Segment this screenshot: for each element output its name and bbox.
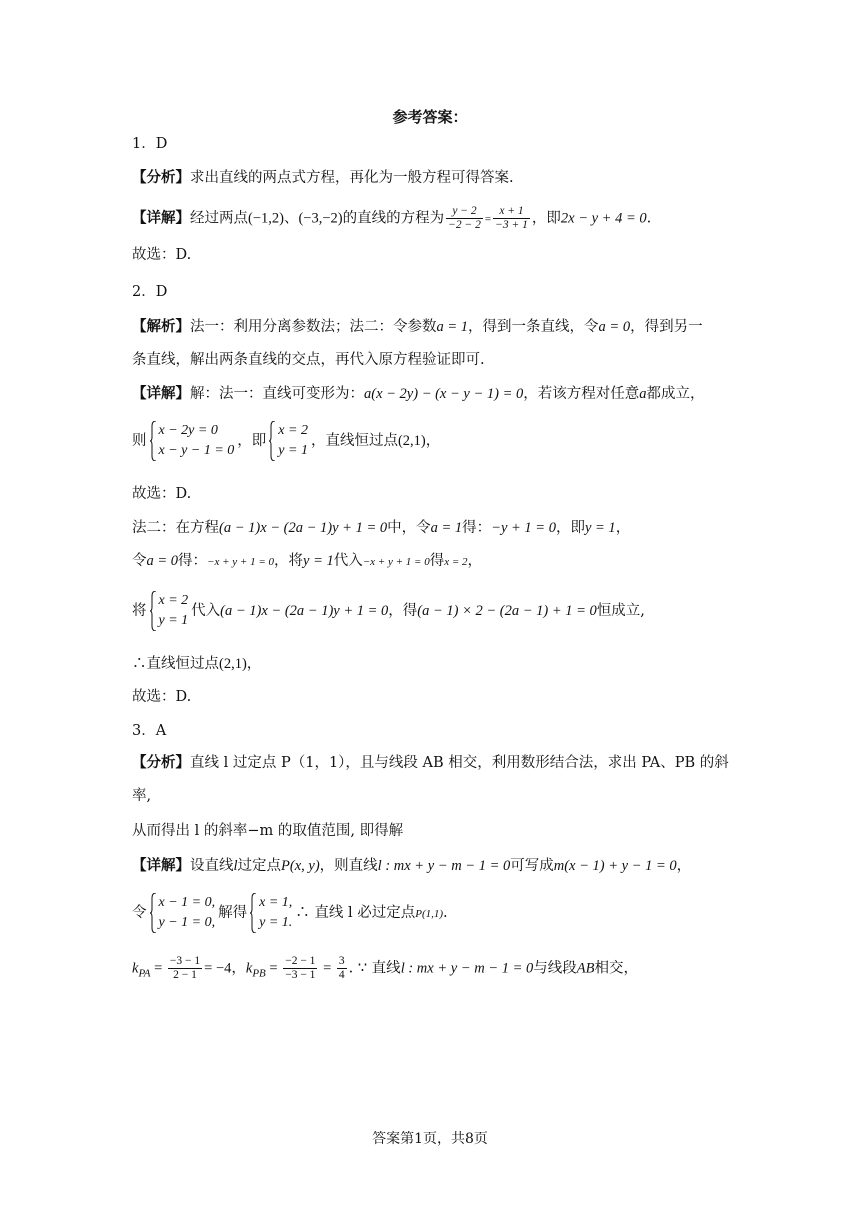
page-title: 参考答案： [392,108,468,126]
brace-icon [150,893,157,933]
equation-system: x = 2 y = 1 [150,591,189,631]
fraction: $\frac{-3 - 1}{2 - 1}$ [169,955,201,981]
q2-number: 2．D [132,284,168,300]
equation: a = 1 [436,319,469,335]
q1-detail: 【详解】经过两点(−1,2)、(−3,−2)的直线的方程为 $\frac{y - 2}{-2 - 2}$ = $\frac{x + 1}{-3 + 1}$ ，即2x − y + 4 = 0. [132,205,652,231]
q3-detail: 【详解】设直线l过定点P(x, y)，则直线l : mx + y − m − 1 = 0可写成m(x − 1) + y − 1 = 0， [132,857,692,874]
q3-analysis-line3: 从而得出 l 的斜率−m 的取值范围, 即得解 [132,823,404,839]
equation-system: x − 1 = 0, y − 1 = 0, [150,893,216,933]
brace-icon [250,893,257,933]
q2-substitute: 将 x = 2 y = 1 代入(a − 1)x − (2a − 1)y + 1 = 0，得(a − 1) × 2 − (2a − 1) + 1 = 0恒成立, [132,591,645,631]
fraction: $\frac{-2 - 1}{-3 - 1}$ [285,955,316,981]
detail-tag: 【详解】 [132,857,190,874]
q2-detail: 【详解】解：法一：直线可变形为：a(x − 2y) − (x − y − 1) = 0，若该方程对任意a都成立， [132,385,705,402]
analysis-tag: 【分析】 [132,169,190,186]
point-1: (−1,2) [248,210,284,227]
equation-system: x = 1, y = 1. [250,893,292,933]
q3-analysis: 【分析】直线 l 过定点 P（1，1），且与线段 AB 相交，利用数形结合法，求出 PA、PB 的斜 [132,754,729,771]
q2-let-a0: 令a = 0得：−x + y + 1 = 0，将y = 1代入−x + y + 1 = 0得x = 2， [132,553,483,569]
fraction: $\frac{x + 1}{-3 + 1}$ [495,205,528,231]
q2-method2: 法二：在方程(a − 1)x − (2a − 1)y + 1 = 0中，令a = 1得：−y + 1 = 0，即y = 1， [132,520,631,536]
page-footer: 答案第1页，共8页 [372,1131,488,1147]
q3-slopes: $k_{PA}$ = $\frac{-3 - 1}{2 - 1}$ = −4，$k_{PB}$ = $\frac{-2 - 1}{-3 - 1}$ = $\frac{3}{4}$ . ∵ 直线l : mx + y − m − 1 = 0与线段AB相交， [132,955,638,981]
brace-icon [269,421,276,461]
detail-text: 经过两点 [190,210,248,227]
q3-number: 3．A [132,723,167,739]
q2-system-line: 则 x − 2y = 0 x − y − 1 = 0 ，即 x = 2 y = 1 ，直线恒过点(2,1)， [132,421,440,461]
q3-system-line: 令 x − 1 = 0, y − 1 = 0, 解得 x = 1, y = 1. ∴ 直线 l 必过定点P(1,1). [132,893,448,933]
point-2: (−3,−2) [298,210,343,227]
separator: 、 [283,210,299,227]
detail-tag: 【详解】 [132,385,190,402]
equation: a = 0 [598,319,631,335]
q1-analysis [132,167,514,189]
equation: 2x − y + 4 = 0 [560,210,647,227]
analysis-text: 求出直线的两点式方程，再化为一般方程可得答案. [190,170,514,186]
detail-text: 的直线的方程为 [342,210,445,227]
fraction: $\frac{y - 2}{-2 - 2}$ [448,205,481,231]
equation: a(x − 2y) − (x − y − 1) = 0 [364,386,524,402]
equation-system: x − 2y = 0 x − y − 1 = 0 [150,421,235,461]
detail-tag: 【详解】 [132,209,190,227]
q3-analysis-line2: 率, [132,788,152,804]
q1-number: 1．D [132,136,168,152]
jiexi-tag: 【解析】 [132,318,190,335]
q2-jiexi-line2: 条直线，解出两条直线的交点，再代入原方程验证即可. [132,352,485,368]
brace-icon [150,421,157,461]
q2-choose-2: 故选：D. [132,689,192,705]
brace-icon [150,591,157,631]
q2-jiexi: 【解析】法一：利用分离参数法；法二：令参数a = 1，得到一条直线，令a = 0，得到另一 [132,318,703,335]
q2-therefore: ∴直线恒过点(2,1)， [132,656,262,672]
analysis-tag: 【分析】 [132,754,190,771]
detail-text: ，即 [531,210,561,227]
equation-system: x = 2 y = 1 [269,421,308,461]
q2-choose-1: 故选：D. [132,486,192,502]
q1-choose: 故选：D. [132,247,192,263]
fraction: $\frac{3}{4}$ [338,955,345,981]
equation: (a − 1)x − (2a − 1)y + 1 = 0 [219,520,388,536]
